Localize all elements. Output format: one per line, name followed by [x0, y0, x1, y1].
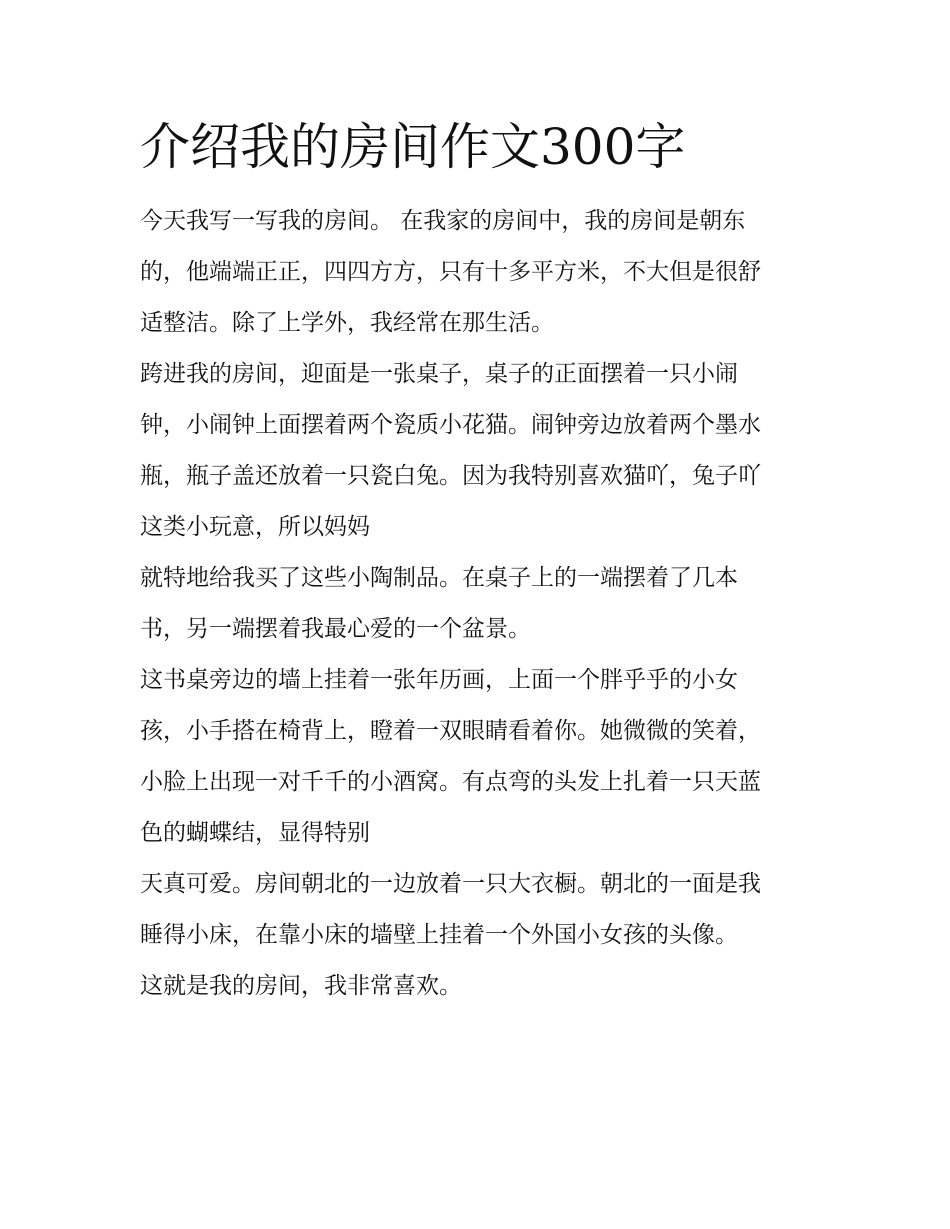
- text-line: 孩，小手搭在椅背上，瞪着一双眼睛看着你。她微微的笑着，: [140, 718, 761, 744]
- text-line: 小脸上出现一对千千的小酒窝。有点弯的头发上扎着一只天蓝: [140, 769, 761, 795]
- text-line: 书，另一端摆着我最心爱的一个盆景。: [140, 616, 531, 642]
- text-line: 跨进我的房间，迎面是一张桌子，桌子的正面摆着一只小闹: [140, 361, 738, 387]
- text-line: 这书桌旁边的墙上挂着一张年历画，上面一个胖乎乎的小女: [140, 667, 738, 693]
- text-line: 适整洁。除了上学外，我经常在那生活。: [140, 310, 554, 336]
- text-line: 睡得小床，在靠小床的墙壁上挂着一个外国小女孩的头像。: [140, 922, 738, 948]
- text-line: 这类小玩意，所以妈妈: [140, 514, 370, 540]
- text-line: 今天我写一写我的房间。 在我家的房间中，我的房间是朝东: [140, 208, 746, 234]
- text-line: 就特地给我买了这些小陶制品。在桌子上的一端摆着了几本: [140, 565, 738, 591]
- text-line: 色的蝴蝶结，显得特别: [140, 820, 370, 846]
- document-title: 介绍我的房间作文300字: [140, 118, 686, 176]
- document-body: [140, 196, 820, 1012]
- text-line: 天真可爱。房间朝北的一边放着一只大衣橱。朝北的一面是我: [140, 871, 761, 897]
- text-line: 瓶，瓶子盖还放着一只瓷白兔。因为我特别喜欢猫吖，兔子吖: [140, 463, 761, 489]
- text-line: 钟，小闹钟上面摆着两个瓷质小花猫。闹钟旁边放着两个墨水: [140, 412, 761, 438]
- text-line: 的，他端端正正，四四方方，只有十多平方米，不大但是很舒: [140, 259, 761, 285]
- text-line: 这就是我的房间，我非常喜欢。: [140, 973, 462, 999]
